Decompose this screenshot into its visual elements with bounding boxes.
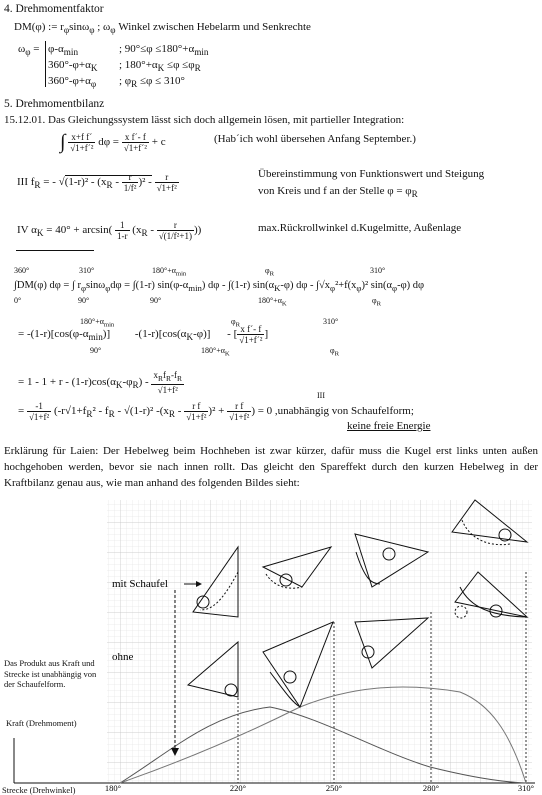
section-4-title: 4. Drehmomentfaktor [4, 3, 104, 15]
limit: 90° [78, 296, 90, 305]
equation-IV: IV $\alpha_K = 40^\circ + \arcsin$( $\frac{1}{1-r}$ ($x_R$ - $\frac{r}{\text{√(1/f²+1)}}$ )) [17, 220, 202, 241]
limit: 90° [90, 346, 102, 355]
balance-line-1: ∫DM(φ) dφ = ∫ $r_\varphi\sin\omega_\varphi d\varphi = \int(1-r)$ $\sin(\varphi-\alpha_{min})$ dφ - ∫(1-r) $\sin(\alpha_K-\varphi)$ $d\varphi - \int√x_\varphi^2+f(x_\varphi)^2$ $\sin(\alpha_\varphi-\varphi)$ dφ [14, 280, 425, 294]
limit: 0° [14, 296, 22, 305]
limit: 310° [370, 266, 386, 275]
limit: $\varphi_R$ [265, 266, 275, 278]
case-2-cond: ; $180^\circ+\alpha_K \le\varphi \le\varphi_R$ [119, 59, 201, 74]
label-III: III [317, 391, 325, 400]
limit: $180^\circ+\alpha_K$ [258, 296, 287, 308]
tick-250: 250° [325, 783, 343, 793]
limit: $180^\circ+\alpha_{min}$ [152, 266, 187, 278]
balance-line-4: = $\frac{-1}{\text{√1+f²}}$ ($-r√1+f_R^2 - f_R - √(1-r)^2$ $-(x_R$ - $\frac{\text{r f}}{\text{√1+f²}}$ )² + $\frac{\text{r f}}{\text{√1+f²}}$ ) = 0 ,unabhängig von Schaufelform; [18, 401, 414, 422]
limit: 90° [150, 296, 162, 305]
limit: $180^\circ+\alpha_K$ [201, 346, 230, 358]
limit: $\varphi_R$ [330, 346, 340, 358]
tick-280: 280° [422, 783, 440, 793]
limit: 360° [14, 266, 30, 275]
tick-310: 310° [517, 783, 535, 793]
case-brace [45, 41, 46, 87]
case-1-cond: ; $90^\circ\le\varphi \le 180^\circ+\alpha_{min}$ [119, 43, 209, 58]
label-with-scoop: mit Schaufel [112, 578, 168, 590]
limit: $180^\circ+\alpha_{min}$ [80, 317, 115, 329]
integral-note: (Hab´ich wohl übersehen Anfang September.) [214, 133, 416, 145]
label-without: ohne [112, 651, 134, 663]
separator-line [16, 250, 94, 251]
y-axis-label: Kraft (Drehmoment) [6, 718, 77, 728]
integral-identity: ∫ $\frac{\text{x+f f´}}{\text{√1+f´²}}$ dφ = $\frac{\text{x f´- f}}{\text{√1+f´²}}$ + c [60, 131, 166, 153]
omega-lhs: $\omega_\varphi$ = [18, 43, 40, 58]
case-2: $360^\circ-\varphi+\alpha_K$ [48, 59, 98, 74]
case-1: $\varphi-\alpha_{min}$ [48, 43, 79, 58]
conclusion-note: keine freie Energie [347, 420, 431, 432]
balance-line-3: = $1 - 1 + r - (1-r)\cos(\alpha_K-\varphi_R)$ - $\frac{x_Rf_R-f_R}{\text{√1+f²}}$ [18, 370, 183, 395]
graph-paper [107, 500, 532, 783]
x-ticks [105, 783, 534, 793]
section-5-title: 5. Drehmomentbilanz [4, 98, 105, 110]
explanation-paragraph: Erklärung für Laien: Der Hebelweg beim Hochheben ist zwar kürzer, dafür muss die Kugel erst links unten außen hochgehoben werden, bevor sie nach innen rollt. Das gleicht den Spareffekt durch den kurzen Hebelweg in der Kraftbilanz genau aus, wie man anhand des folgenden Bildes sieht: [4, 445, 538, 489]
equation-IV-note: max.Rückrollwinkel d.Kugelmitte, Außenlage [258, 222, 462, 234]
x-axis-label: Strecke (Drehwinkel) [2, 785, 76, 795]
limit: 310° [79, 266, 95, 275]
tick-180: 180° [104, 783, 122, 793]
case-3: $360^\circ-\varphi+\alpha_\varphi$ [48, 75, 97, 90]
tick-220: 220° [229, 783, 247, 793]
dm-definition: DM(φ) := $r_\varphi\sin\omega_\varphi$ ; $\omega_\varphi$ Winkel zwischen Hebelarm und Senkrechte [14, 21, 311, 36]
equation-III-note: Übereinstimmung von Funktionswert und Steigung von Kreis und f an der Stelle $\varphi = \varphi_R$ [258, 168, 485, 200]
limit: $\varphi_R$ [372, 296, 382, 308]
limit: 310° [323, 317, 339, 326]
equation-III: III $f_R$ = - $√(1-r)^2 - (x_R$ - $\frac{r}{\text{1/f²}}$ )² - $\frac{r}{\text{√1+f²}}$ [17, 172, 177, 193]
figure [0, 492, 542, 795]
section-5-intro: 15.12.01. Das Gleichungssystem lässt sich doch allgemein lösen, mit partieller Integration: [4, 114, 405, 126]
limit: $\varphi_R$ [231, 317, 241, 329]
case-3-cond: ; $\varphi_R \le\varphi \le 310^\circ$ [119, 75, 185, 90]
figure-side-text: Das Produkt aus Kraft und Strecke ist unabhängig von der Schaufelform. [4, 658, 97, 689]
balance-line-2: = $-(1-r)[\cos(\varphi-\alpha_{min})]$ $-(1-r)[\cos(\alpha_K-\varphi)]$ - [ $\frac{\text{x f´- f}}{\text{√1+f´²}}$ ] [18, 324, 269, 345]
